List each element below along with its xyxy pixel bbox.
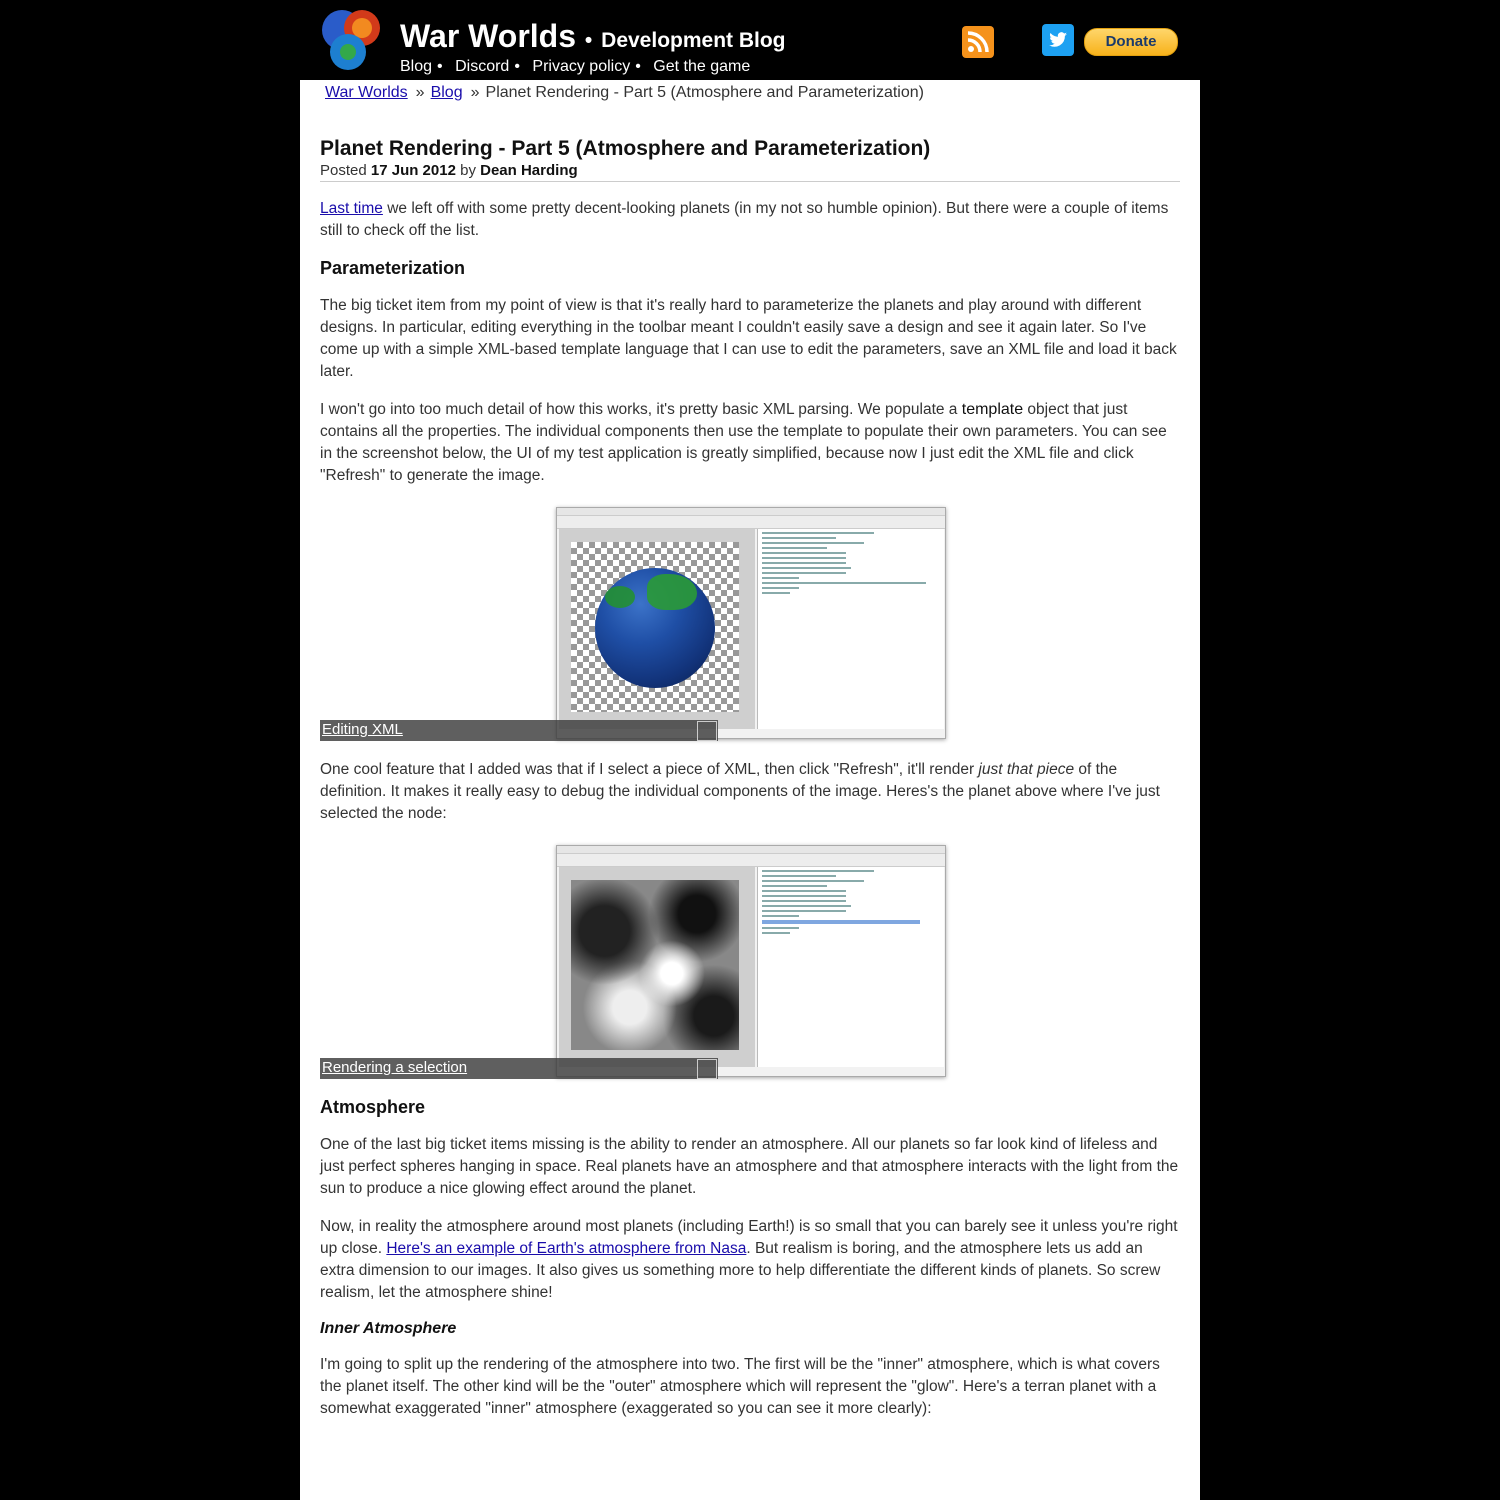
xml-editor	[757, 867, 944, 1067]
nav-separator: •	[635, 58, 641, 75]
donate-button[interactable]: Donate	[1084, 28, 1178, 56]
xml-line	[762, 562, 846, 564]
by-label: by	[460, 162, 476, 179]
xml-line	[762, 552, 846, 554]
figure-caption	[320, 1058, 718, 1079]
planet-land	[605, 586, 635, 608]
atmo-text-b: . But realism is boring, and the atmosphere lets us add an extra dimension to our images. It also gives us something more to help differentiate the different kinds of planets. So screw realism, let the atmosphere shine!	[320, 1240, 1161, 1301]
nav-discord[interactable]: Discord	[455, 58, 510, 75]
caption-text[interactable]: Editing XML	[322, 721, 403, 738]
xml-line	[762, 900, 846, 902]
preview-pane	[559, 529, 755, 729]
param-paragraph-1: The big ticket item from my point of view is that it's really hard to parameterize the planets and play around with different designs. In particular, editing everything in the toolbar meant I couldn't easily save a design and see it again later. So I've come up with a simple XML-based template language that I can use to edit the parameters, save an XML file and load it back later.	[320, 297, 1177, 380]
window-toolbar	[557, 854, 945, 867]
xml-line	[762, 567, 851, 569]
preview-pane	[559, 867, 755, 1067]
site-title-text: War Worlds	[400, 18, 577, 54]
xml-line	[762, 572, 846, 574]
planets-logo-icon[interactable]	[318, 4, 388, 74]
nav-separator: •	[437, 58, 443, 75]
xml-line	[762, 542, 864, 544]
breadcrumb-current: Planet Rendering - Part 5 (Atmosphere and Parameterization)	[485, 84, 924, 101]
caption-text[interactable]: Rendering a selection	[322, 1059, 468, 1076]
xml-line	[762, 915, 799, 917]
last-time-link[interactable]: Last time	[320, 200, 383, 217]
xml-line	[762, 885, 827, 887]
post-content	[320, 136, 1180, 1436]
param-text-b: object that just contains all the properties. The individual components then use the template to populate their own parameters. You can see in the screenshot below, the UI of my test application is greatly simplified, because now I just edit the XML file and click "Refresh" to generate the image.	[320, 401, 1167, 484]
select-text-a: One cool feature that I added was that if I select a piece of XML, then click "Refresh", it'll render	[320, 761, 979, 778]
preview-canvas	[571, 542, 739, 712]
xml-line	[762, 905, 851, 907]
xml-editor	[757, 529, 944, 729]
window-titlebar	[557, 508, 945, 516]
template-code: template	[961, 401, 1024, 418]
nav-get-the-game[interactable]: Get the game	[653, 58, 751, 75]
post-author[interactable]: Dean Harding	[480, 162, 578, 179]
atmosphere-paragraph-1: One of the last big ticket items missing is the ability to render an atmosphere. All our planets so far look kind of lifeless and just perfect spheres hanging in space. Real planets have an atmosphere and that atmosphere interacts with the light from the sun to produce a nice glowing effect around the planet.	[320, 1136, 1179, 1197]
xml-line	[762, 582, 926, 584]
nav-separator: •	[514, 58, 520, 75]
xml-line	[762, 910, 846, 912]
figure-rendering-selection	[320, 845, 1180, 1081]
site-title[interactable]	[400, 16, 786, 61]
site-subtitle: Development Blog	[601, 29, 786, 52]
expand-box-icon[interactable]	[697, 721, 717, 741]
atmosphere-paragraph-2	[320, 1216, 1180, 1304]
inner-atmosphere-paragraph: I'm going to split up the rendering of the atmosphere into two. The first will be the "inner" atmosphere, which is what covers the planet itself. The other kind will be the "outer" atmosphere which will represent the "glow". Here's a terran planet with a somewhat exaggerated "inner" atmosphere (exaggerated so you can see it more clearly):	[320, 1356, 1160, 1417]
screenshot-editing-xml[interactable]	[556, 507, 946, 739]
nasa-atmosphere-link[interactable]: Here's an example of Earth's atmosphere from Nasa	[386, 1240, 747, 1257]
planet-globe	[595, 568, 715, 688]
main-nav	[400, 58, 750, 76]
heading-atmosphere: Atmosphere	[320, 1097, 426, 1117]
expand-box-icon[interactable]	[697, 1059, 717, 1079]
xml-line	[762, 927, 799, 929]
param-text-a: I won't go into too much detail of how this works, it's pretty basic XML parsing. We populate a	[320, 401, 962, 418]
xml-line	[762, 532, 874, 534]
atmo-text-a: Now, in reality the atmosphere around most planets (including Earth!) is so small that you can barely see it unless you're right up close.	[320, 1218, 1178, 1257]
figure-caption	[320, 720, 718, 741]
twitter-icon[interactable]	[1042, 24, 1074, 56]
breadcrumb-separator: »	[415, 84, 425, 101]
xml-line	[762, 577, 799, 579]
xml-line	[762, 895, 846, 897]
xml-line	[762, 880, 864, 882]
noise-canvas	[571, 880, 739, 1050]
select-emphasis: just that piece	[978, 761, 1075, 778]
xml-line	[762, 557, 846, 559]
planet-land	[647, 574, 697, 610]
xml-line	[762, 890, 846, 892]
xml-line	[762, 587, 799, 589]
breadcrumb-war-worlds[interactable]: War Worlds	[325, 84, 408, 101]
figure-editing-xml	[320, 507, 1180, 743]
site-header	[300, 0, 1200, 80]
breadcrumb	[325, 84, 924, 102]
screenshot-rendering-selection[interactable]	[556, 845, 946, 1077]
window-titlebar	[557, 846, 945, 854]
window-toolbar	[557, 516, 945, 529]
xml-line	[762, 932, 790, 934]
post-date: 17 Jun 2012	[370, 162, 456, 179]
post-meta	[320, 162, 1180, 182]
intro-text: we left off with some pretty decent-looking planets (in my not so humble opinion). But there were a couple of items still to check off the list.	[320, 200, 1169, 239]
site-subtitle-separator: •	[584, 29, 593, 52]
xml-line	[762, 592, 790, 594]
heading-inner-atmosphere: Inner Atmosphere	[320, 1320, 457, 1337]
intro-paragraph	[320, 198, 1180, 242]
page-body	[300, 80, 1200, 1500]
select-text-b: of the definition. It makes it really easy to debug the individual components of the image. Heres's the planet above where I've just selected the node:	[320, 761, 1160, 822]
nav-blog[interactable]: Blog	[400, 58, 433, 75]
xml-line	[762, 870, 874, 872]
heading-parameterization: Parameterization	[320, 258, 466, 278]
posted-label: Posted	[320, 162, 367, 179]
breadcrumb-blog[interactable]: Blog	[430, 84, 463, 101]
param-paragraph-2	[320, 399, 1180, 487]
nav-privacy-policy[interactable]: Privacy policy	[532, 58, 631, 75]
xml-line	[762, 547, 827, 549]
post-title: Planet Rendering - Part 5 (Atmosphere and Parameterization)	[320, 137, 931, 160]
xml-line-selected	[762, 920, 920, 924]
xml-line	[762, 875, 836, 877]
rss-icon[interactable]	[962, 26, 994, 58]
breadcrumb-separator: »	[470, 84, 480, 101]
select-paragraph	[320, 759, 1180, 825]
xml-line	[762, 537, 836, 539]
